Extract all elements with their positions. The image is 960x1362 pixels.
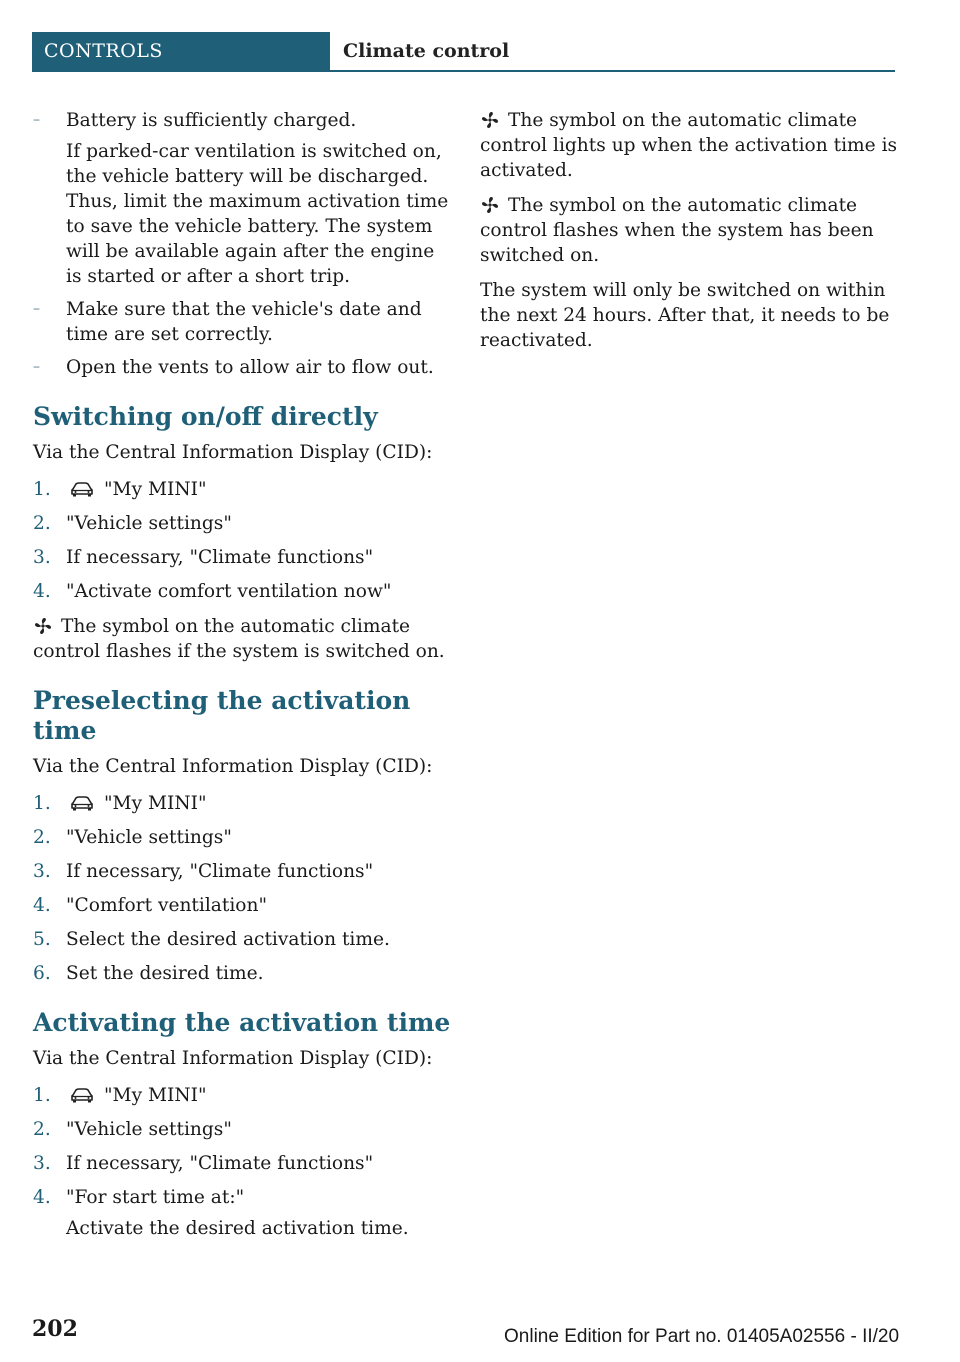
prereq-item (33, 297, 453, 347)
step-number: 4. (33, 581, 51, 602)
symbol-note-text: The symbol on the automatic climate control lights up when the activation time is activated. (480, 110, 898, 181)
step-item (33, 893, 453, 918)
step-text: If necessary, "Climate functions" (66, 547, 374, 568)
info-paragraph: The system will only be switched on within the next 24 hours. After that, it needs to be reactivated. (480, 280, 890, 351)
step-text: "For start time at:" (66, 1187, 245, 1208)
step-number: 2. (33, 1119, 51, 1140)
step-item (33, 961, 453, 986)
step-item (33, 825, 453, 850)
bullet-dash: – (33, 359, 40, 375)
step-item (33, 545, 453, 570)
step-number: 1. (33, 1085, 51, 1106)
step-subtext: Activate the desired activation time. (66, 1218, 409, 1239)
step-number: 6. (33, 963, 51, 984)
step-text: "My MINI" (104, 1085, 207, 1106)
footer-edition: Online Edition for Part no. 01405A02556 - II/20 (504, 1326, 900, 1347)
page-header (32, 32, 895, 72)
step-text: Select the desired activation time. (66, 929, 390, 950)
step-text: If necessary, "Climate functions" (66, 861, 374, 882)
prereq-text: Open the vents to allow air to flow out. (66, 357, 434, 378)
symbol-note (480, 108, 900, 183)
step-text: "My MINI" (104, 793, 207, 814)
bullet-dash: – (33, 301, 40, 317)
fan-icon (480, 110, 500, 130)
step-text: "Activate comfort ventilation now" (66, 581, 392, 602)
step-text: "Vehicle settings" (66, 827, 232, 848)
step-item (33, 1117, 453, 1142)
symbol-note (480, 193, 900, 268)
step-number: 1. (33, 479, 51, 500)
prereq-text: Make sure that the vehicle's date and time are set correctly. (66, 299, 422, 345)
step-number: 4. (33, 895, 51, 916)
page-number: 202 (32, 1316, 78, 1342)
step-number: 5. (33, 929, 51, 950)
step-number: 2. (33, 513, 51, 534)
steps-list (33, 1083, 453, 1241)
step-item (33, 1083, 453, 1108)
step-item (33, 511, 453, 536)
step-item (33, 579, 453, 604)
fan-icon (33, 616, 53, 636)
step-item (33, 927, 453, 952)
step-item (33, 859, 453, 884)
section-heading-switching: Switching on/off directly (33, 402, 378, 431)
section-intro: Via the Central Information Display (CID): (33, 442, 433, 463)
step-text: Set the desired time. (66, 963, 264, 984)
steps-list (33, 477, 453, 604)
section-heading-preselecting: Preselecting the activation time (33, 686, 411, 745)
symbol-note (33, 614, 453, 664)
fan-icon (480, 195, 500, 215)
header-section-label: CONTROLS (32, 32, 330, 70)
bullet-dash: – (33, 112, 40, 128)
step-item (33, 791, 453, 816)
step-number: 3. (33, 861, 51, 882)
step-item (33, 1151, 453, 1176)
car-icon (70, 795, 94, 811)
left-column (33, 108, 453, 1241)
step-number: 4. (33, 1187, 51, 1208)
step-text: "Vehicle settings" (66, 513, 232, 534)
symbol-note-text: The symbol on the automatic climate control flashes when the system has been switched on. (480, 195, 874, 266)
car-icon (70, 1087, 94, 1103)
right-column (480, 108, 900, 353)
step-item (33, 1185, 453, 1241)
step-text: "Comfort ventilation" (66, 895, 268, 916)
prereq-note: If parked-car ventilation is switched on, the vehicle battery will be discharged. Thus, limit the maximum activation time to save the vehicle battery. The system will be available again after the engine is started or after a short trip. (66, 141, 449, 287)
step-number: 3. (33, 1153, 51, 1174)
prereq-item (33, 355, 453, 380)
step-text: If necessary, "Climate functions" (66, 1153, 374, 1174)
prereq-item (33, 108, 453, 289)
header-chapter-title: Climate control (343, 40, 510, 62)
step-text: "Vehicle settings" (66, 1119, 232, 1140)
section-intro: Via the Central Information Display (CID): (33, 1048, 433, 1069)
section-intro: Via the Central Information Display (CID): (33, 756, 433, 777)
step-item (33, 477, 453, 502)
step-text: "My MINI" (104, 479, 207, 500)
step-number: 2. (33, 827, 51, 848)
car-icon (70, 481, 94, 497)
steps-list (33, 791, 453, 986)
section-heading-activating: Activating the activation time (33, 1008, 451, 1037)
step-number: 3. (33, 547, 51, 568)
symbol-note-text: The symbol on the automatic climate control flashes if the system is switched on. (33, 616, 445, 662)
prereq-text: Battery is sufficiently charged. (66, 110, 357, 131)
step-number: 1. (33, 793, 51, 814)
